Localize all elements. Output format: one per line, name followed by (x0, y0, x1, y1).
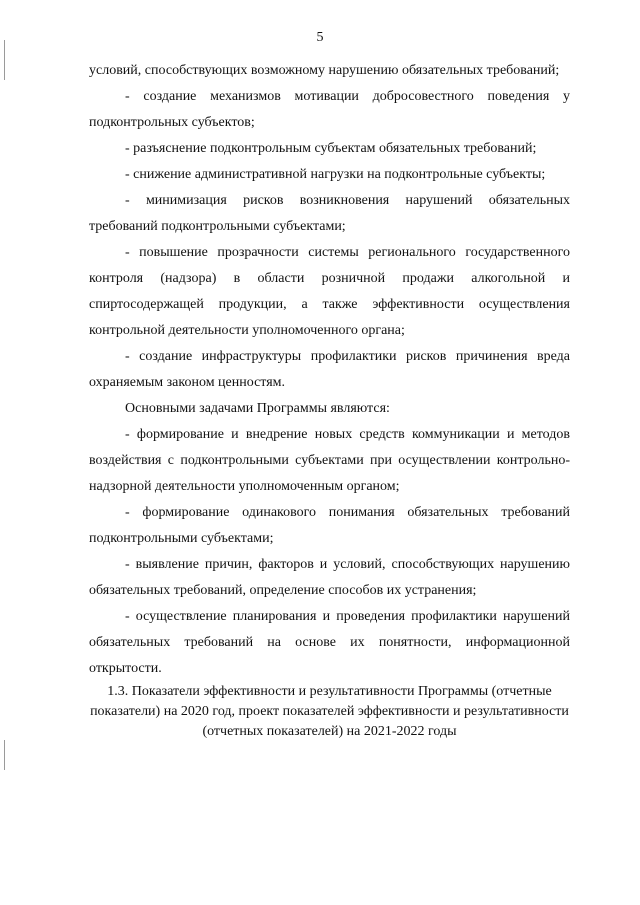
list-item: - выявление причин, факторов и условий, способствующих нарушению обязательных требований, определение способов их устранения; (89, 557, 570, 598)
list-item: - создание механизмов мотивации добросовестного поведения у подконтрольных субъектов; (89, 89, 570, 130)
list-item: - осуществление планирования и проведения профилактики нарушений обязательных требований на основе их понятности, информационной открытости. (89, 609, 570, 676)
list-item: - формирование и внедрение новых средств коммуникации и методов воздействия с подконтрольными субъектами при осуществлении контрольно-надзорной деятельности уполномоченным органом; (89, 427, 570, 494)
paragraph: условий, способствующих возможному нарушению обязательных требований; (89, 63, 560, 78)
list-item: - создание инфраструктуры профилактики рисков причинения вреда охраняемым законом ценностям. (89, 349, 570, 390)
paragraph: Основными задачами Программы являются: (125, 401, 390, 416)
list-item: - снижение административной нагрузки на подконтрольные субъекты; (125, 167, 546, 182)
page-number: 5 (316, 30, 324, 45)
scan-edge-mark (4, 740, 5, 770)
list-item: - разъяснение подконтрольным субъектам обязательных требований; (125, 141, 537, 156)
section-heading: 1.3. Показатели эффективности и результативности Программы (отчетные показатели) на 2020 год, проект показателей эффективности и результативности (отчетных показателей) на 2021-2022 годы (90, 684, 569, 739)
document-body (89, 58, 570, 742)
list-item: - формирование одинакового понимания обязательных требований подконтрольными субъектами; (89, 505, 570, 546)
scan-edge-mark (4, 40, 5, 80)
list-item: - повышение прозрачности системы регионального государственного контроля (надзора) в области розничной продажи алкогольной и спиртосодержащей продукции, а также эффективности осуществления контрольной деятельности уполномоченного органа; (89, 245, 570, 338)
list-item: - минимизация рисков возникновения нарушений обязательных требований подконтрольными субъектами; (89, 193, 570, 234)
